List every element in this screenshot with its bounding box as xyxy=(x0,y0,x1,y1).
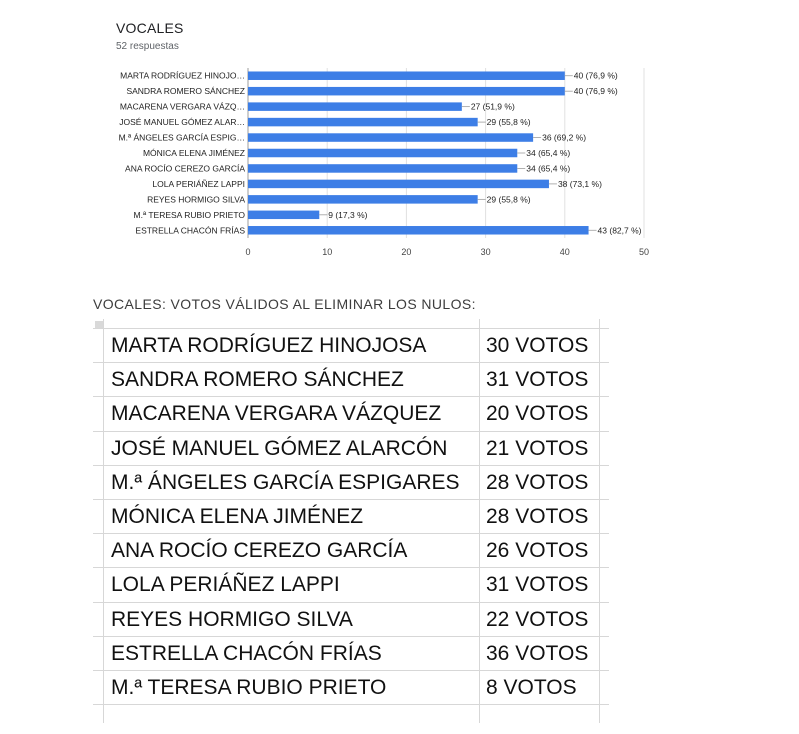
bar xyxy=(248,118,478,127)
data-label: 29 (55,8 %) xyxy=(486,117,531,128)
bar xyxy=(248,164,517,173)
x-tick-label: 20 xyxy=(401,247,412,257)
category-label: ESTRELLA CHACÓN FRÍAS xyxy=(135,225,245,236)
category-label: ANA ROCÍO CEREZO GARCÍA xyxy=(125,163,245,174)
table-body xyxy=(93,329,609,705)
category-label: LOLA PERIÁÑEZ LAPPI xyxy=(152,178,245,189)
data-label: 34 (65,4 %) xyxy=(526,148,571,158)
candidate-name: M.ª TERESA RUBIO PRIETO xyxy=(111,675,387,699)
data-label: 9 (17,3 %) xyxy=(328,209,368,220)
candidate-votes: 36 VOTOS xyxy=(486,641,589,665)
table-row xyxy=(93,568,609,602)
data-label: 38 (73,1 %) xyxy=(557,178,602,189)
table-row xyxy=(93,363,609,397)
category-label: REYES HORMIGO SILVA xyxy=(147,194,245,205)
category-label: JOSÉ MANUEL GÓMEZ ALAR… xyxy=(119,117,245,128)
candidate-votes: 8 VOTOS xyxy=(486,675,577,699)
data-label: 40 (76,9 %) xyxy=(573,70,618,81)
votes-table xyxy=(93,319,609,723)
candidate-votes: 31 VOTOS xyxy=(486,368,589,392)
chart-title: VOCALES xyxy=(116,20,184,36)
data-label: 36 (69,2 %) xyxy=(542,132,587,143)
bar-chart xyxy=(0,60,700,270)
category-label: M.ª TERESA RUBIO PRIETO xyxy=(133,209,245,220)
bar xyxy=(248,102,462,111)
candidate-name: MÓNICA ELENA JIMÉNEZ xyxy=(111,504,364,528)
candidate-votes: 28 VOTOS xyxy=(486,504,589,528)
candidate-name: MACARENA VERGARA VÁZQUEZ xyxy=(111,402,442,426)
data-label: 43 (82,7 %) xyxy=(597,225,642,236)
table-row xyxy=(93,329,609,363)
candidate-votes: 22 VOTOS xyxy=(486,607,589,631)
x-tick-label: 40 xyxy=(559,247,570,257)
category-label: SANDRA ROMERO SÁNCHEZ xyxy=(126,86,245,97)
bar xyxy=(248,180,549,189)
table-row xyxy=(93,500,609,534)
bar xyxy=(248,195,478,204)
sheet-corner xyxy=(95,321,103,328)
candidate-name: SANDRA ROMERO SÁNCHEZ xyxy=(111,368,404,392)
table-row xyxy=(93,397,609,431)
category-label: MÓNICA ELENA JIMÉNEZ xyxy=(142,148,245,158)
table-row xyxy=(93,534,609,568)
table-row xyxy=(93,466,609,500)
data-label: 40 (76,9 %) xyxy=(573,86,618,97)
data-label: 34 (65,4 %) xyxy=(526,163,571,174)
table-heading: VOCALES: VOTOS VÁLIDOS AL ELIMINAR LOS NULOS: xyxy=(93,296,476,312)
table-row xyxy=(93,637,609,671)
x-tick-label: 0 xyxy=(245,247,251,257)
candidate-votes: 20 VOTOS xyxy=(486,402,589,426)
bar xyxy=(248,133,533,142)
candidate-name: REYES HORMIGO SILVA xyxy=(111,607,353,631)
data-label: 29 (55,8 %) xyxy=(486,194,531,205)
candidate-name: ANA ROCÍO CEREZO GARCÍA xyxy=(111,539,408,563)
candidate-votes: 26 VOTOS xyxy=(486,539,589,563)
bar xyxy=(248,87,565,96)
candidate-name: LOLA PERIÁÑEZ LAPPI xyxy=(111,573,340,597)
x-tick-label: 30 xyxy=(480,247,491,257)
table-row xyxy=(93,432,609,466)
candidate-votes: 28 VOTOS xyxy=(486,470,589,494)
candidate-name: M.ª ÁNGELES GARCÍA ESPIGARES xyxy=(111,470,460,494)
candidate-votes: 31 VOTOS xyxy=(486,573,589,597)
bar xyxy=(248,71,565,80)
chart-subtitle: 52 respuestas xyxy=(116,41,179,52)
bar xyxy=(248,226,589,235)
bar xyxy=(248,211,319,220)
candidate-name: JOSÉ MANUEL GÓMEZ ALARCÓN xyxy=(111,436,448,460)
x-tick-label: 10 xyxy=(322,247,333,257)
x-tick-label: 50 xyxy=(638,247,650,257)
candidate-votes: 30 VOTOS xyxy=(486,334,589,357)
candidate-name: MARTA RODRÍGUEZ HINOJOSA xyxy=(111,334,427,357)
category-label: M.ª ÁNGELES GARCÍA ESPIG… xyxy=(118,132,245,143)
candidate-name: ESTRELLA CHACÓN FRÍAS xyxy=(111,641,382,665)
table-row xyxy=(93,671,609,705)
category-label: MARTA RODRÍGUEZ HINOJO… xyxy=(120,70,245,81)
bar xyxy=(248,149,517,158)
candidate-votes: 21 VOTOS xyxy=(486,436,589,460)
table-row xyxy=(93,603,609,637)
data-label: 27 (51,9 %) xyxy=(470,101,515,112)
category-label: MACARENA VERGARA VÁZQ… xyxy=(119,101,245,112)
